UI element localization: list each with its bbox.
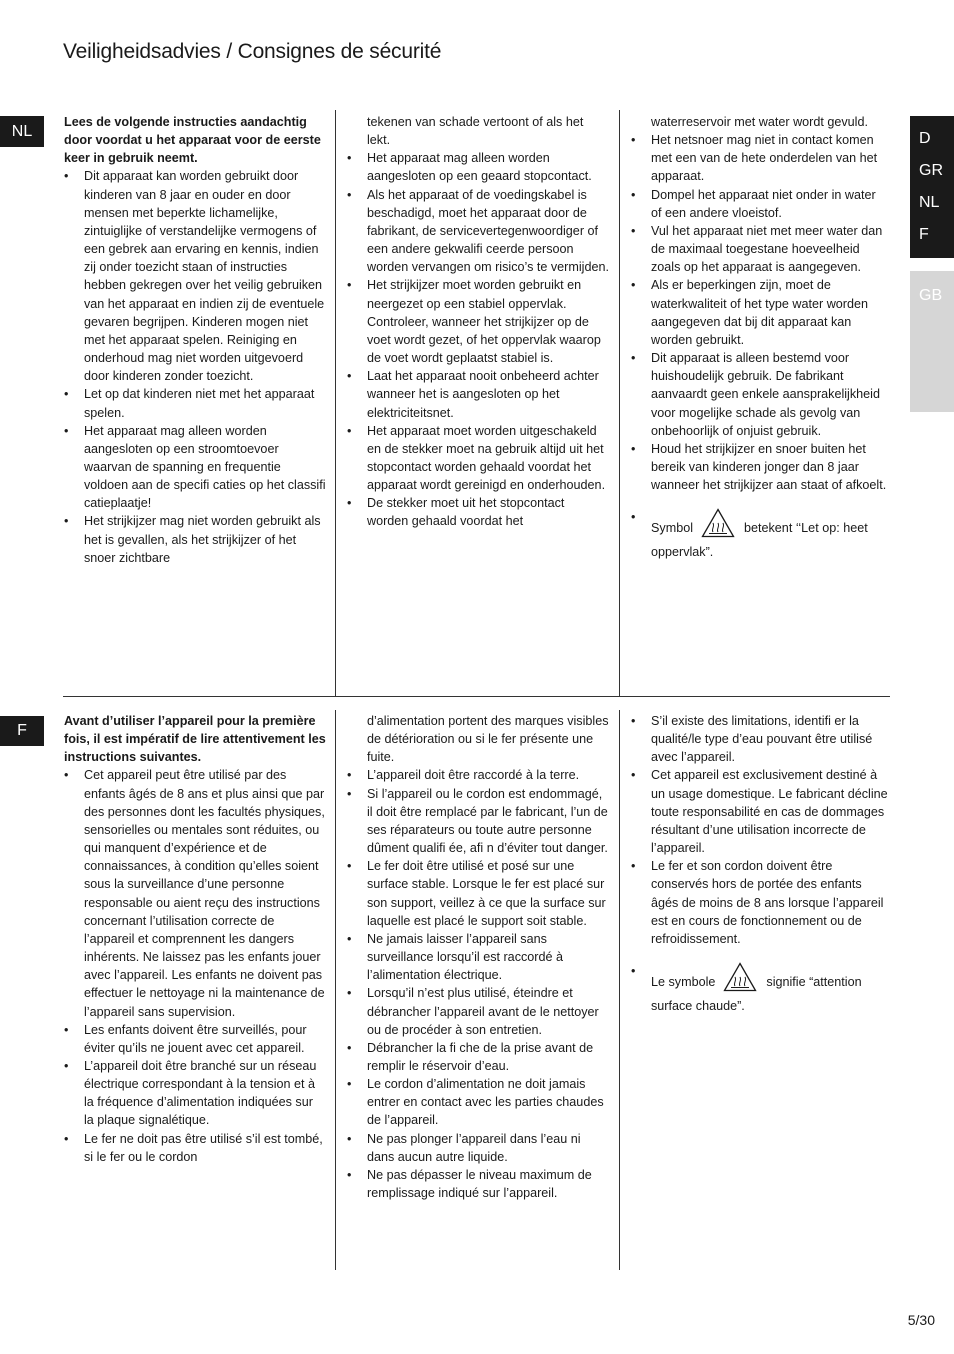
list-item: • Si l’appareil ou le cordon est endommagé, il doit être remplacé par le fabricant, l’un de ses réparateurs ou toute autre personne dûment qualifi ée, afi n d’éviter tout danger.	[347, 785, 609, 858]
list-item: • Het apparaat mag alleen worden aangesloten op een stroomtoevoer waarvan de spanning en frequentie voldoen aan de specifi caties op het classifi catieplaatje!	[64, 422, 326, 513]
hot-surface-warning-icon	[701, 508, 735, 543]
side-tab-d: D	[919, 130, 931, 147]
page-number: 5/30	[907, 1312, 935, 1328]
nl-column-2	[347, 113, 609, 531]
tab-f-label: F	[17, 722, 27, 739]
list-item: • Het apparaat mag alleen worden aangesloten op een geaard stopcontact.	[347, 149, 609, 185]
symbol-after-text: betekent ‘‘Let op: heet oppervlak”.	[651, 521, 868, 560]
list-item: • Cet appareil peut être utilisé par des enfants âgés de 8 ans et plus ainsi que par des personnes dont les facultés physiques, sensorielles ou mentales sont réduites, ou qui manquent d’expérience et de connaissances, à condition qu’elles soient sous la surveillance d’une personne responsable ou aient reçu des instructions concernant l’utilisation correcte de l’appareil et comprennent les dangers inhérents. Ne laissez pas les enfants jouer avec l’appareil. Les enfants ne doivent pas effectuer le nettoyage ni la maintenance de l’appareil sans supervision.	[64, 766, 326, 1020]
list-item-continued: tekenen van schade vertoont of als het lekt.	[367, 115, 584, 148]
list-item: • Le cordon d’alimentation ne doit jamais entrer en contact avec les parties chaudes de l’appareil.	[347, 1075, 609, 1129]
side-tab-gb-box	[910, 271, 954, 412]
nl-column-1	[64, 113, 326, 567]
symbol-before-text: Le symbole	[651, 975, 716, 990]
column-divider	[619, 110, 620, 696]
f-list-3	[631, 712, 889, 948]
list-item: • Ne jamais laisser l’appareil sans surveillance lorsqu’il est raccordé à l’alimentation électrique.	[347, 930, 609, 984]
column-divider	[335, 110, 336, 696]
list-item: • Dompel het apparaat niet onder in water of een andere vloeistof.	[631, 186, 889, 222]
column-divider	[619, 710, 620, 1270]
list-item: • Het strijkijzer moet worden gebruikt en neergezet op een stabiel oppervlak. Controleer, wanneer het strijkijzer op de voet wordt gezet, of het oppervlak waarop de voet wordt geplaatst stabiel is.	[347, 276, 609, 367]
list-item: • De stekker moet uit het stopcontact worden gehaald voordat het	[347, 494, 609, 530]
side-tab-f: F	[919, 226, 929, 243]
f-list-1	[64, 766, 326, 1165]
list-item: • Ne pas plonger l’appareil dans l’eau ni dans aucun autre liquide.	[347, 1130, 609, 1166]
f-list-2	[347, 712, 609, 1202]
f-column-1	[64, 712, 326, 1166]
nl-column-3	[631, 113, 889, 562]
list-item: • Cet appareil est exclusivement destiné à un usage domestique. Le fabricant décline toute responsabilité en cas de dommages résultant d’une utilisation incorrecte de l’appareil.	[631, 766, 889, 857]
tab-f	[0, 716, 44, 746]
section-divider	[63, 696, 890, 697]
tab-nl-label: NL	[11, 123, 33, 140]
list-item: • Houd het strijkijzer en snoer buiten het bereik van kinderen jonger dan 8 jaar wanneer het strijkijzer aan staat of afkoelt.	[631, 440, 889, 494]
symbol-after-text: signifie “attention surface chaude”.	[651, 975, 862, 1014]
list-item: • Het netsnoer mag niet in contact komen met een van de hete onderdelen van het apparaat.	[631, 131, 889, 185]
list-item: • L’appareil doit être branché sur un réseau électrique correspondant à la tension et à la fréquence d’alimentation indiquées sur la plaque signalétique.	[64, 1057, 326, 1130]
tab-nl	[0, 116, 44, 147]
list-item: • Le fer et son cordon doivent être conservés hors de portée des enfants âgés de moins de 8 ans lorsque l’appareil est en cours de fonctionnement ou de refroidissement.	[631, 857, 889, 948]
list-item: • Het strijkijzer mag niet worden gebruikt als het is gevallen, als het strijkijzer of het snoer zichtbare	[64, 512, 326, 566]
list-item: • Dit apparaat is alleen bestemd voor huishoudelijk gebruik. De fabrikant aanvaardt geen enkele aansprakelijkheid voor mogelijke schade als gevolg van onbehoorlijk of onjuist gebruik.	[631, 349, 889, 440]
list-item: • Als er beperkingen zijn, moet de waterkwaliteit of het type water worden aangegeven dat bij dit apparaat kan worden gebruikt.	[631, 276, 889, 349]
side-tab-nl: NL	[919, 194, 940, 211]
list-item: • Débrancher la fi che de la prise avant de remplir le réservoir d’eau.	[347, 1039, 609, 1075]
list-item: • Le fer ne doit pas être utilisé s’il est tombé, si le fer ou le cordon	[64, 1130, 326, 1166]
f-column-3	[631, 712, 889, 1015]
list-item-continued: waterreservoir met water wordt gevuld.	[651, 115, 868, 129]
nl-list-2	[347, 113, 609, 531]
nl-intro: Lees de volgende instructies aandachtig door voordat u het apparaat voor de eerste keer in gebruik neemt.	[64, 115, 321, 166]
column-divider	[335, 710, 336, 1270]
list-item: • Dit apparaat kan worden gebruikt door kinderen van 8 jaar en ouder en door mensen met beperkte lichamelijke, zintuiglijke of verstandelijke vermogens of een gebrek aan ervaring en kennis, indien zij onder toezicht staan of instructies hebben gekregen over het veilig gebruiken van het apparaat en indien zij de eventuele gevaren begrijpen. Kinderen mogen niet met het apparaat spelen. Reiniging en onderhoud mag niet worden uitgevoerd door kinderen zonder toezicht.	[64, 167, 326, 385]
list-item: • Laat het apparaat nooit onbeheerd achter wanneer het is aangesloten op het elektriciteitsnet.	[347, 367, 609, 421]
side-tab-gb: GB	[919, 287, 943, 304]
list-item: • Het apparaat moet worden uitgeschakeld en de stekker moet na gebruik altijd uit het stopcontact worden gehaald voordat het apparaat wordt gereinigd en onderhouden.	[347, 422, 609, 495]
f-symbol-note	[631, 962, 889, 1015]
nl-list-1	[64, 167, 326, 566]
f-intro: Avant d’utiliser l’appareil pour la première fois, il est impératif de lire attentivement les instructions suivantes.	[64, 714, 326, 765]
list-item: • Le fer doit être utilisé et posé sur une surface stable. Lorsque le fer est placé sur son support, veillez à ce que la surface sur laquelle est placé le support soit stable.	[347, 857, 609, 930]
list-item-continued: d’alimentation portent des marques visibles de détérioration ou si le fer présente une fuite.	[367, 714, 609, 765]
list-item: • Als het apparaat of de voedingskabel is beschadigd, moet het apparaat door de fabrikant, de servicevertegenwoordiger of een andere gekwalifi ceerde persoon worden vervangen om risico’s te vermijden.	[347, 186, 609, 277]
list-item: • Vul het apparaat niet met meer water dan de maximaal toegestane hoeveelheid zoals op het apparaat is aangegeven.	[631, 222, 889, 276]
list-item: • Ne pas dépasser le niveau maximum de remplissage indiqué sur l’appareil.	[347, 1166, 609, 1202]
nl-symbol-note	[631, 508, 889, 561]
language-index-tabs	[910, 116, 954, 258]
side-tab-gr: GR	[919, 162, 943, 179]
list-item: • Let op dat kinderen niet met het apparaat spelen.	[64, 385, 326, 421]
f-column-2	[347, 712, 609, 1202]
list-item: • L’appareil doit être raccordé à la terre.	[347, 766, 609, 784]
symbol-before-text: Symbol	[651, 521, 693, 536]
hot-surface-warning-icon	[723, 962, 757, 997]
list-item: • Les enfants doivent être surveillés, pour éviter qu’ils ne jouent avec cet appareil.	[64, 1021, 326, 1057]
page-title: Veiligheidsadvies / Consignes de sécurité	[63, 40, 442, 63]
nl-list-3	[631, 113, 889, 494]
list-item: • Lorsqu’il n’est plus utilisé, éteindre et débrancher l’appareil avant de le nettoyer ou de procéder à son entretien.	[347, 984, 609, 1038]
list-item: • S’il existe des limitations, identifi er la qualité/le type d’eau pouvant être utilisé avec l’appareil.	[631, 712, 889, 766]
